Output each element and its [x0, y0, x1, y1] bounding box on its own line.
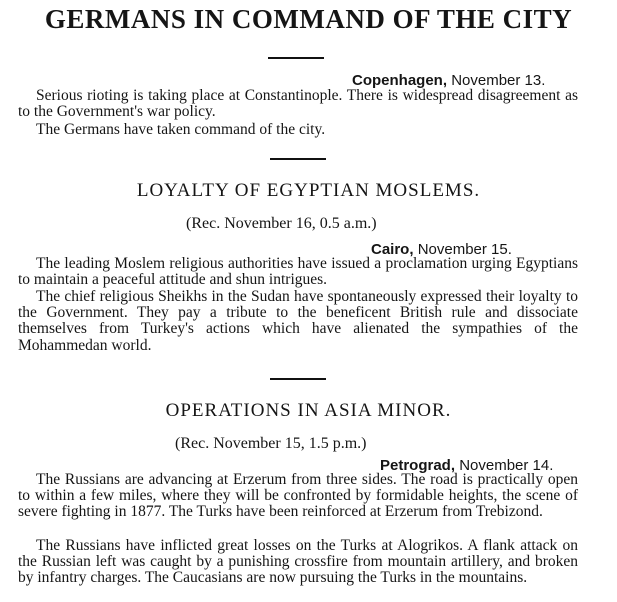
article-paragraph: The Russians are advancing at Erzerum from three sides. The road is practically open to within a few miles, where they will be confronted by formidable heights, the scene of severe fighting in 1877. The Turks have been reinforced at Erzerum from Trebizond. [18, 471, 578, 521]
divider-rule [268, 57, 324, 59]
dateline-date: November 13. [451, 72, 546, 89]
divider-rule [270, 378, 326, 380]
dateline-place: Copenhagen, [352, 72, 448, 89]
article-paragraph: The Germans have taken command of the city. [36, 121, 326, 138]
article-paragraph: The Russians have inflicted great losses on the Turks at Alogrikos. A flank attack on the Russian left was caught by a punishing crossfire from mountain artillery, and broken by infantry charges. The Caucasians are now pursuing the Turks in the mountains. [18, 537, 578, 587]
received-time: (Rec. November 16, 0.5 a.m.) [186, 215, 377, 232]
dateline-date: November 14. [459, 457, 554, 474]
headline-germans-in-command: GERMANS IN COMMAND OF THE CITY [44, 4, 573, 34]
received-time: (Rec. November 15, 1.5 p.m.) [175, 435, 367, 452]
dateline-date: November 15. [417, 241, 512, 258]
article-paragraph: The leading Moslem religious authorities have issued a proclamation urging Egyptians to maintain a peaceful attitude and shun intrigues. [18, 255, 578, 289]
article-paragraph: Serious rioting is taking place at Constantinople. There is widespread disagreement as to the Government's war policy. [18, 87, 578, 121]
headline-loyalty-egyptian-moslems: LOYALTY OF EGYPTIAN MOSLEMS. [136, 180, 481, 201]
headline-operations-asia-minor: OPERATIONS IN ASIA MINOR. [165, 400, 452, 421]
dateline-place: Petrograd, [380, 457, 456, 474]
divider-rule [270, 158, 326, 160]
article-paragraph: The chief religious Sheikhs in the Sudan have spontaneously expressed their loyalty to the Government. They pay a tribute to the beneficent British rule and dissociate themselves from Turkey's actions which have alienated the sympathies of the Mohammedan world. [18, 288, 578, 354]
dateline-place: Cairo, [371, 241, 414, 258]
